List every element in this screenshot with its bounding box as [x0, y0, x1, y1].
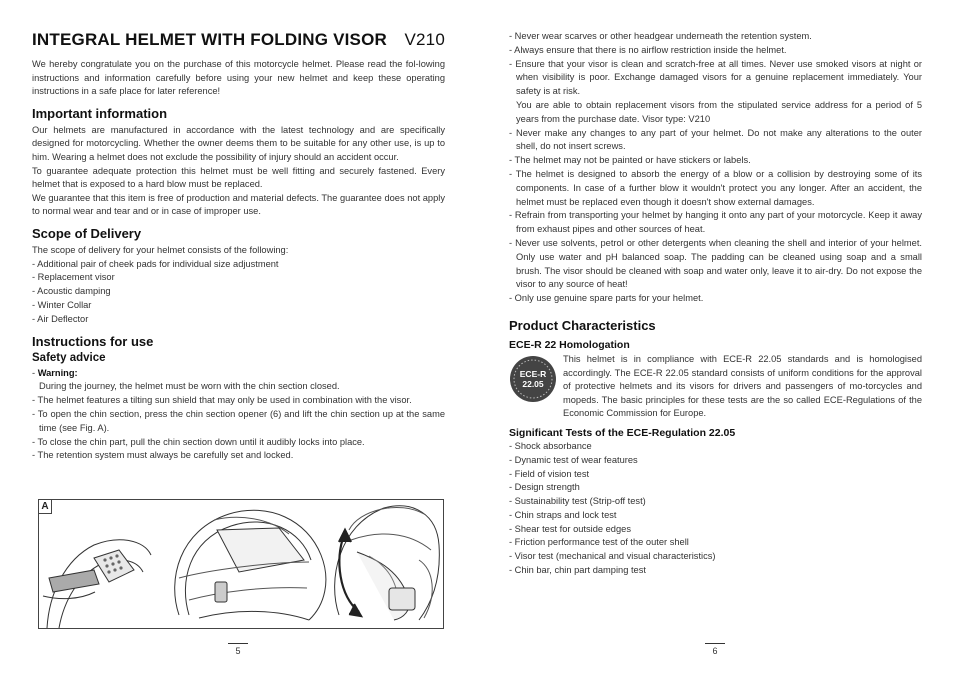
warning-label: Warning: [37, 367, 78, 378]
list-item: - Winter Collar [32, 299, 92, 310]
figure-a [38, 499, 444, 629]
important-paragraph-1: Our helmets are manufactured in accordance with the latest technology and are specifically designed for motorcycling. Whether the owner deems them to be suitable for any other use, is up to him. Wearing a helmet does not exclude the possibility of injury should an accident occur. [32, 124, 445, 162]
important-paragraph-3: We guarantee that this item is free of production and material defects. The guarantee does not apply to normal wear and tear and or in case of improper use. [32, 192, 445, 217]
scope-intro: The scope of delivery for your helmet consists of the following: [32, 244, 289, 255]
list-item: - To open the chin section, press the chin section opener (6) and lift the chin section up at the same time (see Fig. A). [32, 408, 445, 433]
list-item: - Never use solvents, petrol or other detergents when cleaning the shell and interior of your helmet. Only use water and pH balanced soap. The padding can be cleaned using soap and a small brush. The visor should be cleaned with soap and water only, leave it to air-dry. Do not expose the visor to any source of heat! [509, 237, 922, 290]
scope-list [32, 258, 445, 327]
visor-care-text: - Ensure that your visor is clean and scratch-free at all times. Never use smoked visors at night or when visibility is poor. Exchange damaged visors for a genuine replacement immediately. Your safety is at risk. [509, 58, 922, 97]
safety-list [32, 367, 445, 464]
page-number-right: 6 [705, 646, 725, 656]
instructions-heading: Instructions for use [32, 333, 154, 349]
list-item: - Additional pair of cheek pads for individual size adjustment [32, 258, 279, 269]
list-item: - Always ensure that there is no airflow restriction inside the helmet. [509, 44, 787, 55]
warning-text: During the journey, the helmet must be worn with the chin section closed. [39, 381, 340, 392]
title-text: INTEGRAL HELMET WITH FOLDING VISOR [32, 30, 387, 49]
page-number-left: 5 [228, 646, 248, 656]
warning-item: - Warning: During the journey, the helmet must be worn with the chin section closed. [32, 367, 445, 395]
list-item: - Never make any changes to any part of your helmet. Do not make any alterations to the outer shell, do not insert screws. [509, 127, 922, 152]
list-item: - The retention system must always be carefully set and locked. [32, 450, 294, 461]
list-item: - Friction performance test of the outer shell [509, 537, 689, 548]
list-item: - The helmet is designed to absorb the energy of a blow or a collision by destroying some of its components. In case of a further blow it wouldn't protect you any longer. After an accident, the helmet must be replaced even though it doesn't show external damages. [509, 168, 922, 207]
tests-heading: Significant Tests of the ECE-Regulation 22.05 [509, 426, 736, 439]
homologation-block [509, 353, 922, 421]
visor-note: You are able to obtain replacement visors from the stipulated service address for a period of 5 years from the purchase date. Visor type: V210 [516, 99, 922, 124]
list-item: - Design strength [509, 482, 580, 493]
safety-list-continued [509, 30, 922, 306]
right-page [477, 0, 954, 677]
list-item: - Chin bar, chin part damping test [509, 565, 646, 576]
helmet-illustration [39, 500, 443, 628]
list-item: - Air Deflector [32, 313, 89, 324]
scope-heading: Scope of Delivery [32, 225, 142, 241]
list-item: - Chin straps and lock test [509, 509, 617, 520]
chin-opener-closeup [43, 540, 151, 628]
list-item: - Acoustic damping [32, 286, 111, 297]
safety-advice-heading: Safety advice [32, 351, 106, 364]
helmet-closed [175, 510, 326, 620]
list-item: - Replacement visor [32, 272, 115, 283]
homologation-heading: ECE-R 22 Homologation [509, 338, 630, 351]
intro-paragraph: We hereby congratulate you on the purchase of this motorcycle helmet. Please read the fol-lowing instructions and information carefully before using your new helmet and keep these operating instructions in a safe place for later reference! [32, 59, 445, 97]
list-item: - The helmet may not be painted or have stickers or labels. [509, 155, 751, 166]
list-item: - Only use genuine spare parts for your helmet. [509, 293, 704, 304]
ece-badge-icon [509, 355, 557, 403]
list-item: - Field of vision test [509, 468, 590, 479]
list-item: - Shock absorbance [509, 440, 592, 451]
badge-line-1: ECE-R [519, 368, 547, 379]
lift-arrow-icon [339, 530, 361, 616]
list-item: - The helmet features a tilting sun shield that may only be used in combination with the visor. [32, 395, 412, 406]
product-characteristics-heading: Product Characteristics [509, 317, 656, 333]
figure-label: A [39, 500, 52, 514]
list-item: - Refrain from transporting your helmet by hanging it onto any part of your motorcycle. Keep it away from exhaust pipes and other sources of heat. [509, 210, 922, 235]
model-number: V210 [404, 30, 445, 49]
list-item: - Shear test for outside edges [509, 523, 631, 534]
badge-line-2: 22.05 [522, 378, 544, 389]
list-item: - Dynamic test of wear features [509, 454, 638, 465]
important-paragraph-2: To guarantee adequate protection this helmet must be well fitting and securely fastened. Every helmet that is exposed to a hard blow must be replaced. [32, 165, 445, 190]
tests-list [509, 440, 922, 578]
important-heading: Important information [32, 105, 168, 121]
document-title [32, 30, 445, 50]
list-item: - To close the chin part, pull the chin section down until it audibly locks into place. [32, 436, 365, 447]
list-item: - Visor test (mechanical and visual characteristics) [509, 551, 716, 562]
list-item: - Sustainability test (Strip-off test) [509, 496, 646, 507]
homologation-text: This helmet is in compliance with ECE-R 22.05 standards and is homologised accordingly. The ECE-R 22.05 standard consists of uniform conditions for the approval of protective helmets and its visors for drivers and passengers of mo-torcycles and mopeds. The basic principles for these tests are the so called ECE-Regulations of the Economic Commission for Europe. [563, 353, 922, 419]
list-item [509, 58, 922, 127]
list-item: - Never wear scarves or other headgear underneath the retention system. [509, 31, 812, 41]
